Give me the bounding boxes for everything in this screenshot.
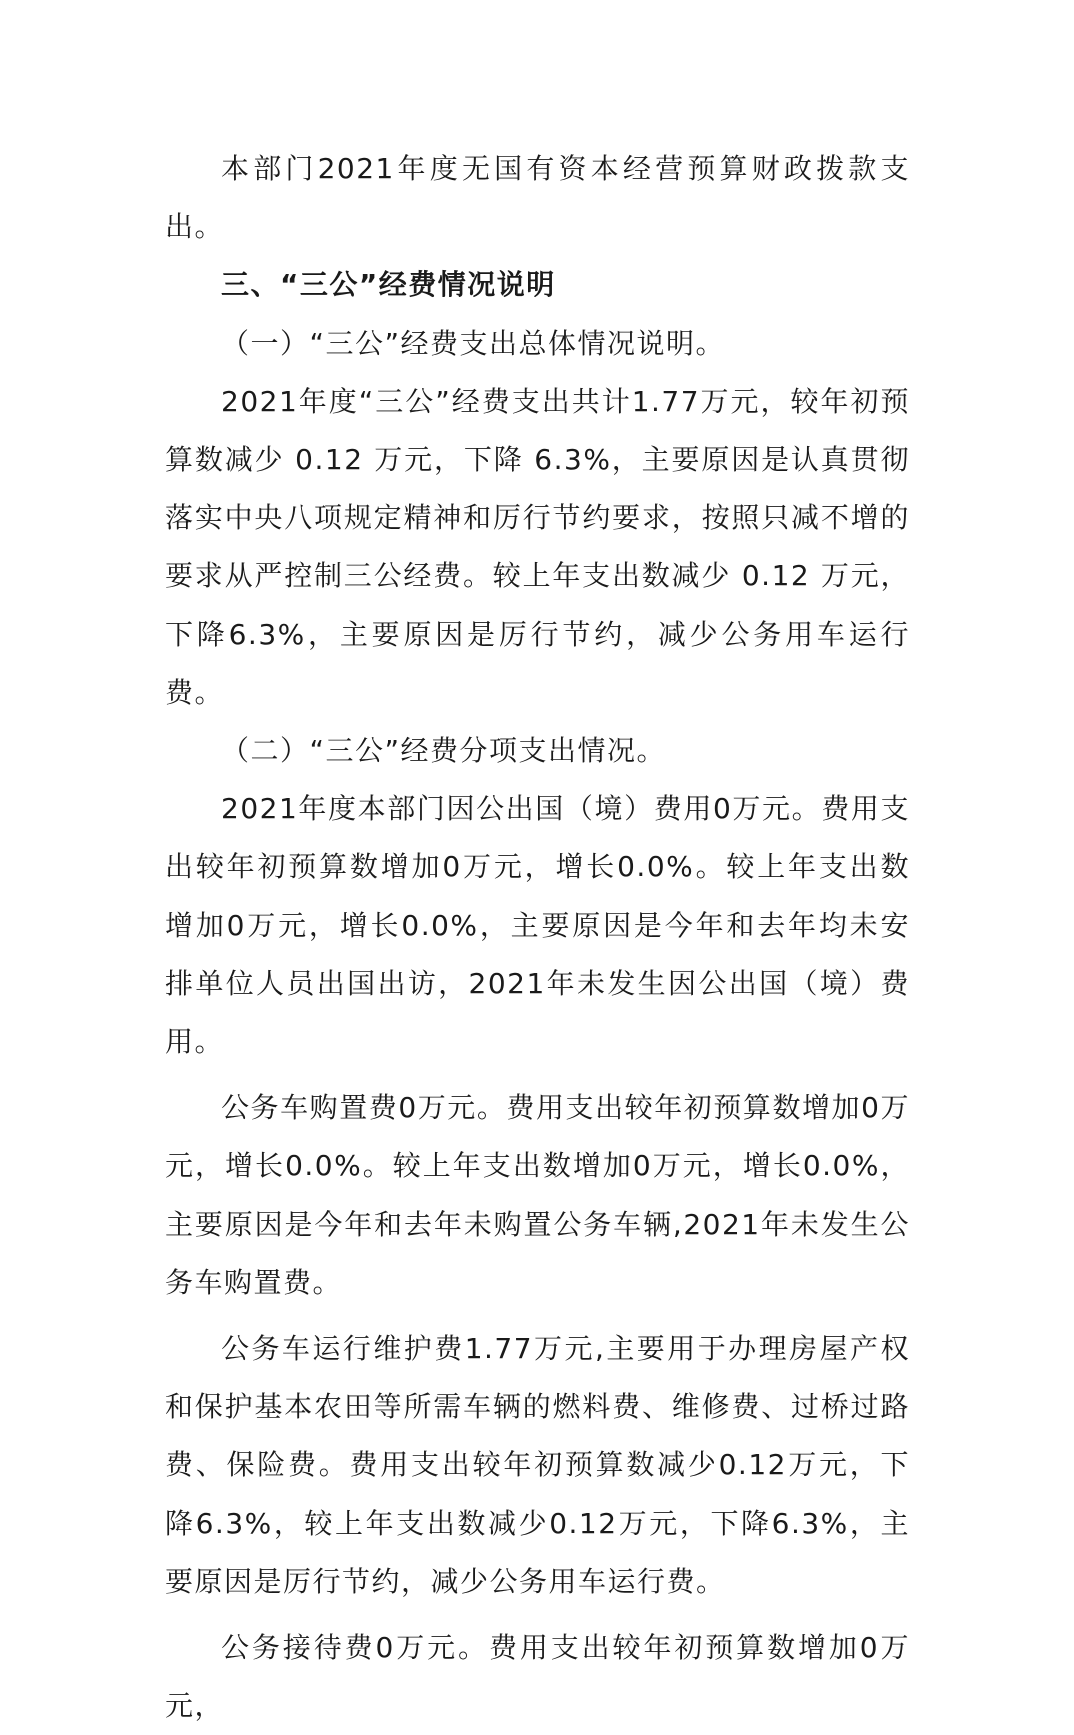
- subheading-overall-expenses: （一）“三公”经费支出总体情况说明。: [221, 326, 726, 360]
- paragraph-vehicle-operation: 公务车运行维护费1.77万元,主要用于办理房屋产权和保护基本农田等所需车辆的燃料费、维修费、过桥过路费、保险费。费用支出较年初预算数减少0.12万元，下降6.3%，较上年支出数减少0.12万元，下降6.3%，主要原因是厉行节约，减少公务用车运行费。: [165, 1332, 910, 1598]
- paragraph-overseas-travel: 2021年度本部门因公出国（境）费用0万元。费用支出较年初预算数增加0万元，增长0.0%。较上年支出数增加0万元，增长0.0%，主要原因是今年和去年均未安排单位人员出国出访，2021年未发生因公出国（境）费用。: [165, 792, 910, 1059]
- paragraph-official-reception: 公务接待费0万元。费用支出较年初预算数增加0万元，: [165, 1631, 910, 1723]
- paragraph-state-capital-budget: 本部门2021年度无国有资本经营预算财政拨款支出。: [165, 152, 910, 244]
- subheading-itemized-expenses: （二）“三公”经费分项支出情况。: [221, 734, 667, 768]
- section-heading-three-public-expenses: 三、“三公”经费情况说明: [221, 268, 556, 302]
- paragraph-overall-expenses: 2021年度“三公”经费支出共计1.77万元，较年初预算数减少 0.12 万元，下降 6.3%，主要原因是认真贯彻落实中央八项规定精神和厉行节约要求，按照只减不增的要求从严控制三公经费。较上年支出数减少 0.12 万元，下降6.3%，主要原因是厉行节约，减少公务用车运行费。: [165, 384, 910, 709]
- paragraph-vehicle-purchase: 公务车购置费0万元。费用支出较年初预算数增加0万元，增长0.0%。较上年支出数增加0万元，增长0.0%，主要原因是今年和去年未购置公务车辆,2021年未发生公务车购置费。: [165, 1091, 910, 1299]
- document-body: [165, 140, 910, 1735]
